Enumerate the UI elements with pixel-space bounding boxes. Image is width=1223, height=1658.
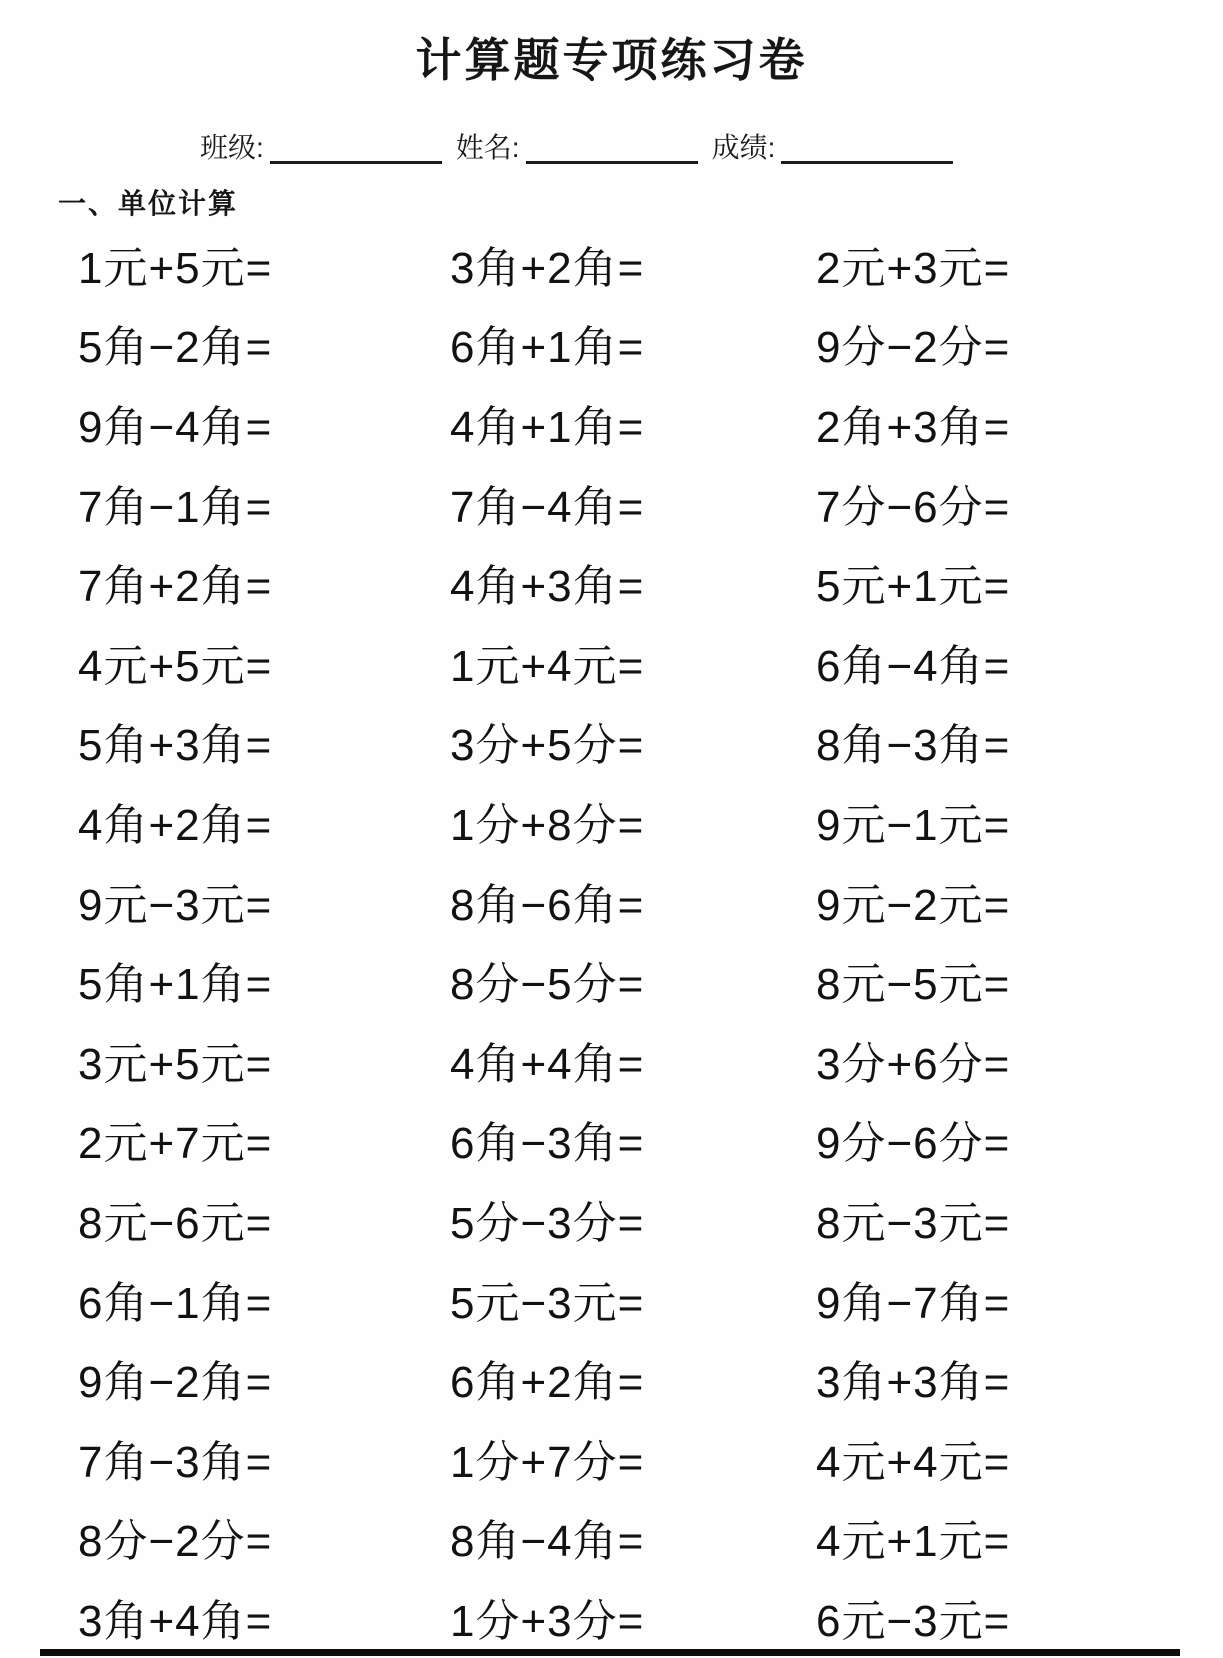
problem-cell: 8分−2分=	[78, 1517, 273, 1567]
class-label: 班级:	[200, 132, 264, 163]
problem-cell: 9分−6分=	[816, 1119, 1011, 1169]
problems-grid	[58, 224, 1223, 1657]
problem-cell: 9元−1元=	[816, 800, 1011, 850]
problem-cell: 1分+7分=	[450, 1437, 645, 1487]
problem-cell: 5元−3元=	[450, 1278, 645, 1328]
problem-cell: 4角+2角=	[78, 800, 273, 850]
problem-cell: 5分−3分=	[450, 1198, 645, 1248]
problem-cell: 3角+4角=	[78, 1596, 273, 1646]
problem-cell: 1分+3分=	[450, 1596, 645, 1646]
problem-cell: 9角−4角=	[78, 402, 273, 452]
problem-cell: 7角+2角=	[78, 562, 273, 612]
problem-cell: 6角−3角=	[450, 1119, 645, 1169]
problem-cell: 4元+1元=	[816, 1517, 1011, 1567]
problem-cell: 5元+1元=	[816, 562, 1011, 612]
score-blank-line	[781, 135, 953, 164]
bottom-rule	[40, 1649, 1180, 1656]
problem-cell: 4元+4元=	[816, 1437, 1011, 1487]
problem-cell: 5角+1角=	[78, 960, 273, 1010]
class-blank-line	[270, 135, 442, 164]
score-label: 成绩:	[711, 132, 776, 163]
problem-cell: 9角−7角=	[816, 1278, 1011, 1328]
name-label: 姓名:	[455, 132, 520, 163]
problem-cell: 8角−3角=	[816, 721, 1011, 771]
problem-cell: 3分+5分=	[450, 721, 645, 771]
problem-cell: 4角+1角=	[450, 402, 645, 452]
problem-cell: 8分−5分=	[450, 960, 645, 1010]
problem-cell: 7角−4角=	[450, 482, 645, 532]
problem-cell: 3元+5元=	[78, 1039, 273, 1089]
problem-cell: 9分−2分=	[816, 323, 1011, 373]
problem-cell: 9元−3元=	[78, 880, 273, 930]
problem-cell: 1元+4元=	[450, 641, 645, 691]
problem-cell: 6角+1角=	[450, 323, 645, 373]
problem-cell: 9元−2元=	[816, 880, 1011, 930]
problem-cell: 6元−3元=	[816, 1596, 1011, 1646]
problem-cell: 2角+3角=	[816, 402, 1011, 452]
problem-cell: 5角+3角=	[78, 721, 273, 771]
problem-cell: 2元+7元=	[78, 1119, 273, 1169]
section-heading: 一、单位计算	[58, 188, 239, 219]
problem-cell: 3分+6分=	[816, 1039, 1011, 1089]
problem-cell: 8角−4角=	[450, 1517, 645, 1567]
problem-cell: 7分−6分=	[816, 482, 1011, 532]
problem-cell: 1分+8分=	[450, 800, 645, 850]
header-fields	[200, 126, 1223, 166]
problem-cell: 3角+2角=	[450, 243, 645, 293]
problem-cell: 8元−6元=	[78, 1198, 273, 1248]
problem-cell: 2元+3元=	[816, 243, 1011, 293]
problem-cell: 7角−3角=	[78, 1437, 273, 1487]
problem-cell: 8元−3元=	[816, 1198, 1011, 1248]
problem-cell: 6角−4角=	[816, 641, 1011, 691]
problem-cell: 4角+4角=	[450, 1039, 645, 1089]
problem-cell: 8元−5元=	[816, 960, 1011, 1010]
problem-cell: 4角+3角=	[450, 562, 645, 612]
problem-cell: 7角−1角=	[78, 482, 273, 532]
problem-cell: 6角−1角=	[78, 1278, 273, 1328]
problem-cell: 8角−6角=	[450, 880, 645, 930]
problem-cell: 5角−2角=	[78, 323, 273, 373]
problem-cell: 6角+2角=	[450, 1358, 645, 1408]
problem-cell: 1元+5元=	[78, 243, 273, 293]
problem-cell: 3角+3角=	[816, 1358, 1011, 1408]
name-blank-line	[526, 135, 698, 164]
problem-cell: 4元+5元=	[78, 641, 273, 691]
page-title: 计算题专项练习卷	[415, 34, 808, 86]
problem-cell: 9角−2角=	[78, 1358, 273, 1408]
